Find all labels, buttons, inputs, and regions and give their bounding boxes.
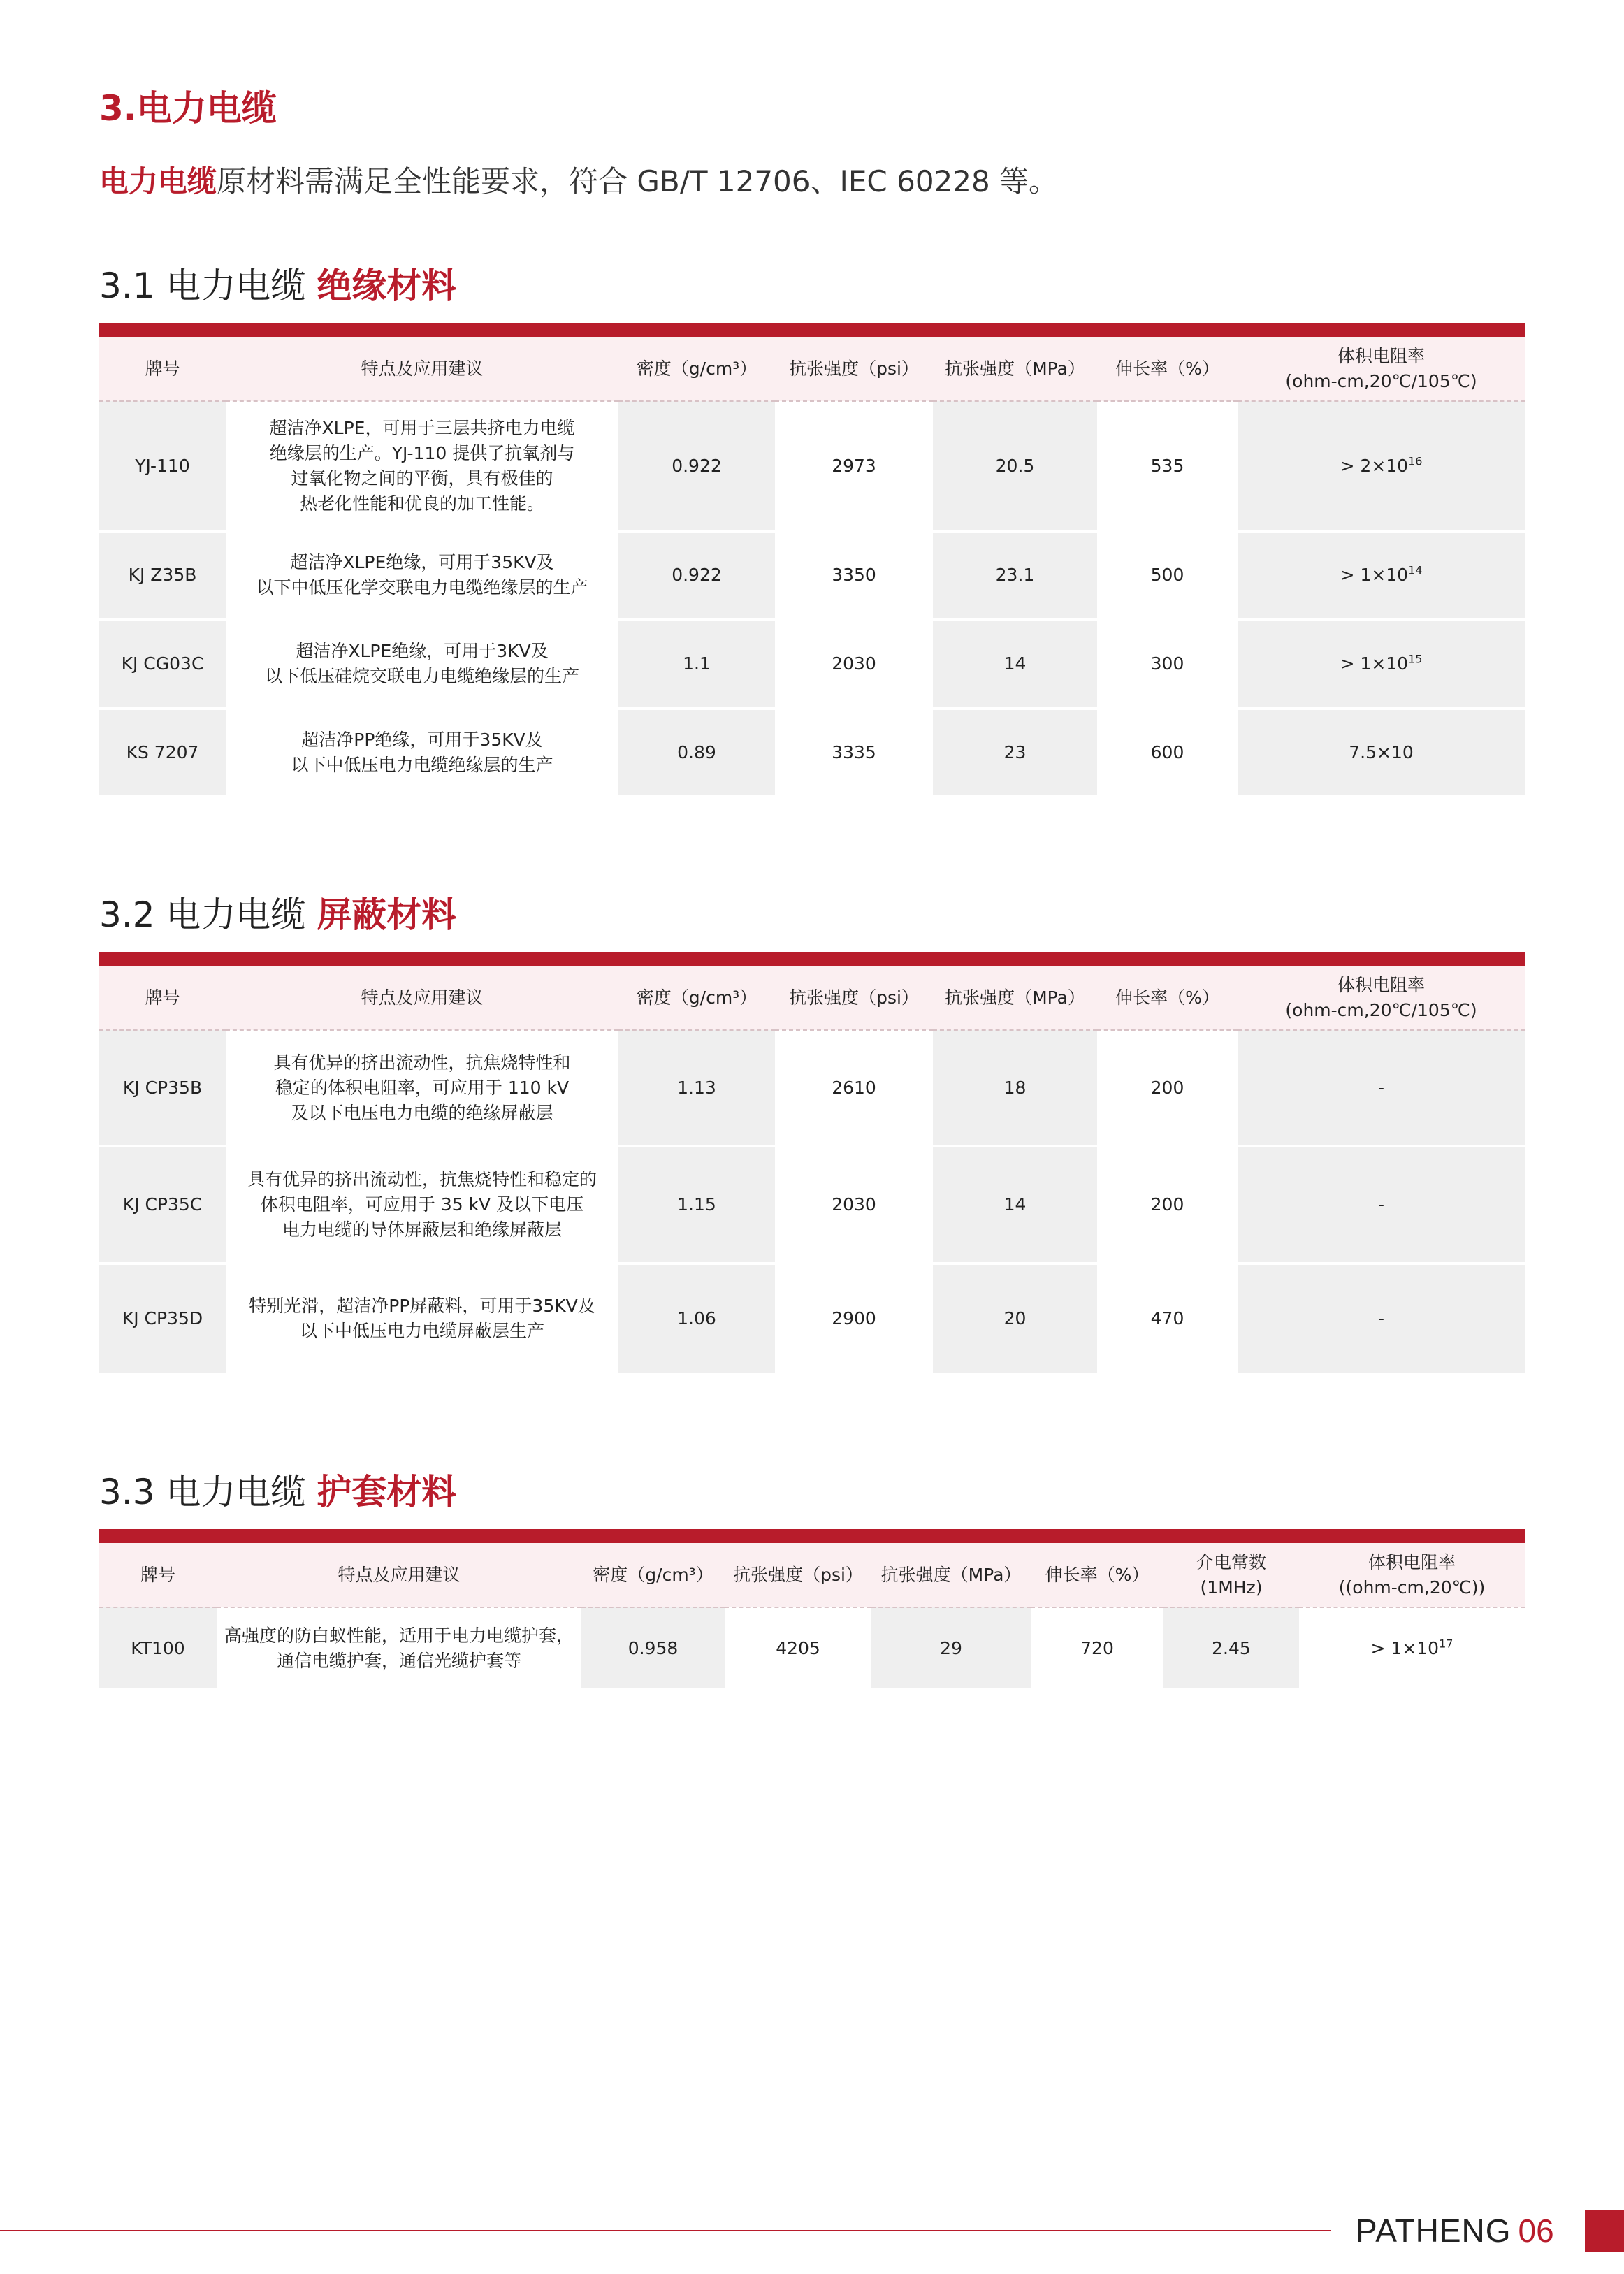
cell-tensile-mpa: 20 bbox=[933, 1263, 1097, 1373]
col-tensile-psi: 抗张强度（psi） bbox=[725, 1543, 871, 1607]
col-brand: 牌号 bbox=[99, 337, 226, 401]
cell-density: 1.1 bbox=[618, 619, 775, 709]
table-row bbox=[99, 401, 1525, 531]
table-row bbox=[99, 531, 1525, 619]
cell-brand: KJ CP35B bbox=[99, 1030, 226, 1146]
cell-elongation: 300 bbox=[1097, 619, 1238, 709]
cell-features: 超洁净PP绝缘，可用于35KV及 以下中低压电力电缆绝缘层的生产 bbox=[226, 709, 618, 795]
section-number: 3.3 电力电缆 bbox=[99, 1472, 317, 1512]
col-features: 特点及应用建议 bbox=[217, 1543, 581, 1607]
table-row bbox=[99, 1263, 1525, 1373]
cell-density: 1.13 bbox=[618, 1030, 775, 1146]
table-header-row bbox=[99, 337, 1525, 401]
cell-tensile-psi: 2030 bbox=[775, 619, 933, 709]
section-title-insulation bbox=[99, 260, 456, 312]
cell-tensile-mpa: 29 bbox=[871, 1607, 1031, 1688]
section-number: 3.2 电力电缆 bbox=[99, 895, 317, 935]
col-tensile-mpa: 抗张强度（MPa） bbox=[871, 1543, 1031, 1607]
cell-features: 具有优异的挤出流动性，抗焦烧特性和 稳定的体积电阻率，可应用于 110 kV 及以下电压电力电缆的绝缘屏蔽层 bbox=[226, 1030, 618, 1146]
table-header-row bbox=[99, 1543, 1525, 1607]
footer-brand: PATHENG bbox=[1356, 2213, 1511, 2249]
insulation-table bbox=[99, 323, 1525, 795]
cell-density: 0.958 bbox=[581, 1607, 725, 1688]
col-tensile-mpa: 抗张强度（MPa） bbox=[933, 337, 1097, 401]
col-brand: 牌号 bbox=[99, 1543, 217, 1607]
table-header-bar bbox=[99, 323, 1525, 337]
col-brand: 牌号 bbox=[99, 966, 226, 1030]
col-resistivity: 体积电阻率 (ohm-cm,20℃/105℃) bbox=[1238, 337, 1525, 401]
page-number: 06 bbox=[1518, 2213, 1554, 2249]
cell-resistivity: > $1\times 10^{15}$ bbox=[1238, 619, 1525, 709]
col-density: 密度（g/cm³） bbox=[581, 1543, 725, 1607]
cell-brand: KS 7207 bbox=[99, 709, 226, 795]
cell-tensile-mpa: 23 bbox=[933, 709, 1097, 795]
cell-features: 高强度的防白蚁性能，适用于电力电缆护套， 通信电缆护套，通信光缆护套等 bbox=[217, 1607, 581, 1688]
col-density: 密度（g/cm³） bbox=[618, 966, 775, 1030]
section-title-jacket bbox=[99, 1466, 456, 1518]
cell-features: 具有优异的挤出流动性，抗焦烧特性和稳定的 体积电阻率，可应用于 35 kV 及以下电压 电力电缆的导体屏蔽层和绝缘屏蔽层 bbox=[226, 1146, 618, 1263]
cell-elongation: 500 bbox=[1097, 531, 1238, 619]
cell-resistivity: > $1\times 10^{14}$ bbox=[1238, 531, 1525, 619]
col-features: 特点及应用建议 bbox=[226, 966, 618, 1030]
cell-brand: YJ-110 bbox=[99, 401, 226, 531]
table-row bbox=[99, 1030, 1525, 1146]
cell-tensile-psi: 2610 bbox=[775, 1030, 933, 1146]
intro-highlight: 电力电缆 bbox=[99, 164, 217, 198]
col-tensile-psi: 抗张强度（psi） bbox=[775, 966, 933, 1030]
cell-features: 超洁净XLPE，可用于三层共挤电力电缆 绝缘层的生产。YJ-110 提供了抗氧剂与 过氧化物之间的平衡，具有极佳的 热老化性能和优良的加工性能。 bbox=[226, 401, 618, 531]
col-dielectric: 介电常数(1MHz) bbox=[1163, 1543, 1299, 1607]
cell-tensile-psi: 2030 bbox=[775, 1146, 933, 1263]
cell-tensile-psi: 2973 bbox=[775, 401, 933, 531]
cell-resistivity: - bbox=[1238, 1263, 1525, 1373]
cell-elongation: 600 bbox=[1097, 709, 1238, 795]
section-highlight: 护套材料 bbox=[317, 1472, 457, 1512]
cell-brand: KJ Z35B bbox=[99, 531, 226, 619]
cell-tensile-psi: 3335 bbox=[775, 709, 933, 795]
cell-tensile-mpa: 14 bbox=[933, 619, 1097, 709]
cell-resistivity: - bbox=[1238, 1030, 1525, 1146]
table-row bbox=[99, 709, 1525, 795]
col-tensile-mpa: 抗张强度（MPa） bbox=[933, 966, 1097, 1030]
cell-resistivity: 7.5×10 bbox=[1238, 709, 1525, 795]
table-header-bar bbox=[99, 952, 1525, 966]
cell-brand: KJ CG03C bbox=[99, 619, 226, 709]
intro-text bbox=[99, 155, 1058, 208]
jacket-table bbox=[99, 1529, 1525, 1688]
section-highlight: 绝缘材料 bbox=[317, 266, 457, 306]
table-row bbox=[99, 1607, 1525, 1688]
shielding-table bbox=[99, 952, 1525, 1373]
col-tensile-psi: 抗张强度（psi） bbox=[775, 337, 933, 401]
cell-density: 1.15 bbox=[618, 1146, 775, 1263]
col-elongation: 伸长率（%） bbox=[1031, 1543, 1163, 1607]
cell-density: 0.922 bbox=[618, 531, 775, 619]
cell-tensile-mpa: 20.5 bbox=[933, 401, 1097, 531]
col-features: 特点及应用建议 bbox=[226, 337, 618, 401]
cell-elongation: 535 bbox=[1097, 401, 1238, 531]
cell-features: 超洁净XLPE绝缘，可用于3KV及 以下低压硅烷交联电力电缆绝缘层的生产 bbox=[226, 619, 618, 709]
section-title-shielding bbox=[99, 889, 456, 941]
table-row bbox=[99, 619, 1525, 709]
col-resistivity: 体积电阻率 (ohm-cm,20℃/105℃) bbox=[1238, 966, 1525, 1030]
table-header-bar bbox=[99, 1529, 1525, 1543]
cell-brand: KJ CP35D bbox=[99, 1263, 226, 1373]
col-elongation: 伸长率（%） bbox=[1097, 966, 1238, 1030]
footer-rule bbox=[0, 2230, 1331, 2231]
table-header-row bbox=[99, 966, 1525, 1030]
cell-features: 超洁净XLPE绝缘，可用于35KV及 以下中低压化学交联电力电缆绝缘层的生产 bbox=[226, 531, 618, 619]
cell-tensile-psi: 4205 bbox=[725, 1607, 871, 1688]
col-elongation: 伸长率（%） bbox=[1097, 337, 1238, 401]
cell-dielectric: 2.45 bbox=[1163, 1607, 1299, 1688]
section-highlight: 屏蔽材料 bbox=[317, 895, 457, 935]
cell-tensile-psi: 3350 bbox=[775, 531, 933, 619]
footer-tab bbox=[1585, 2210, 1624, 2252]
col-density: 密度（g/cm³） bbox=[618, 337, 775, 401]
intro-body: 原材料需满足全性能要求，符合 GB/T 12706、IEC 60228 等。 bbox=[217, 164, 1059, 198]
page-heading: 3.电力电缆 bbox=[99, 88, 277, 129]
col-resistivity: 体积电阻率 ((ohm-cm,20℃)) bbox=[1299, 1543, 1525, 1607]
cell-features: 特别光滑，超洁净PP屏蔽料，可用于35KV及 以下中低压电力电缆屏蔽层生产 bbox=[226, 1263, 618, 1373]
cell-tensile-mpa: 23.1 bbox=[933, 531, 1097, 619]
footer bbox=[1356, 2211, 1554, 2250]
cell-tensile-mpa: 18 bbox=[933, 1030, 1097, 1146]
cell-density: 1.06 bbox=[618, 1263, 775, 1373]
cell-elongation: 200 bbox=[1097, 1146, 1238, 1263]
section-number: 3.1 电力电缆 bbox=[99, 266, 317, 306]
cell-brand: KT100 bbox=[99, 1607, 217, 1688]
cell-tensile-mpa: 14 bbox=[933, 1146, 1097, 1263]
cell-density: 0.89 bbox=[618, 709, 775, 795]
cell-elongation: 470 bbox=[1097, 1263, 1238, 1373]
cell-elongation: 200 bbox=[1097, 1030, 1238, 1146]
cell-resistivity: > $1\times 10^{17}$ bbox=[1299, 1607, 1525, 1688]
cell-resistivity: - bbox=[1238, 1146, 1525, 1263]
table-row bbox=[99, 1146, 1525, 1263]
cell-tensile-psi: 2900 bbox=[775, 1263, 933, 1373]
cell-brand: KJ CP35C bbox=[99, 1146, 226, 1263]
cell-resistivity: > $2\times 10^{16}$ bbox=[1238, 401, 1525, 531]
cell-density: 0.922 bbox=[618, 401, 775, 531]
cell-elongation: 720 bbox=[1031, 1607, 1163, 1688]
